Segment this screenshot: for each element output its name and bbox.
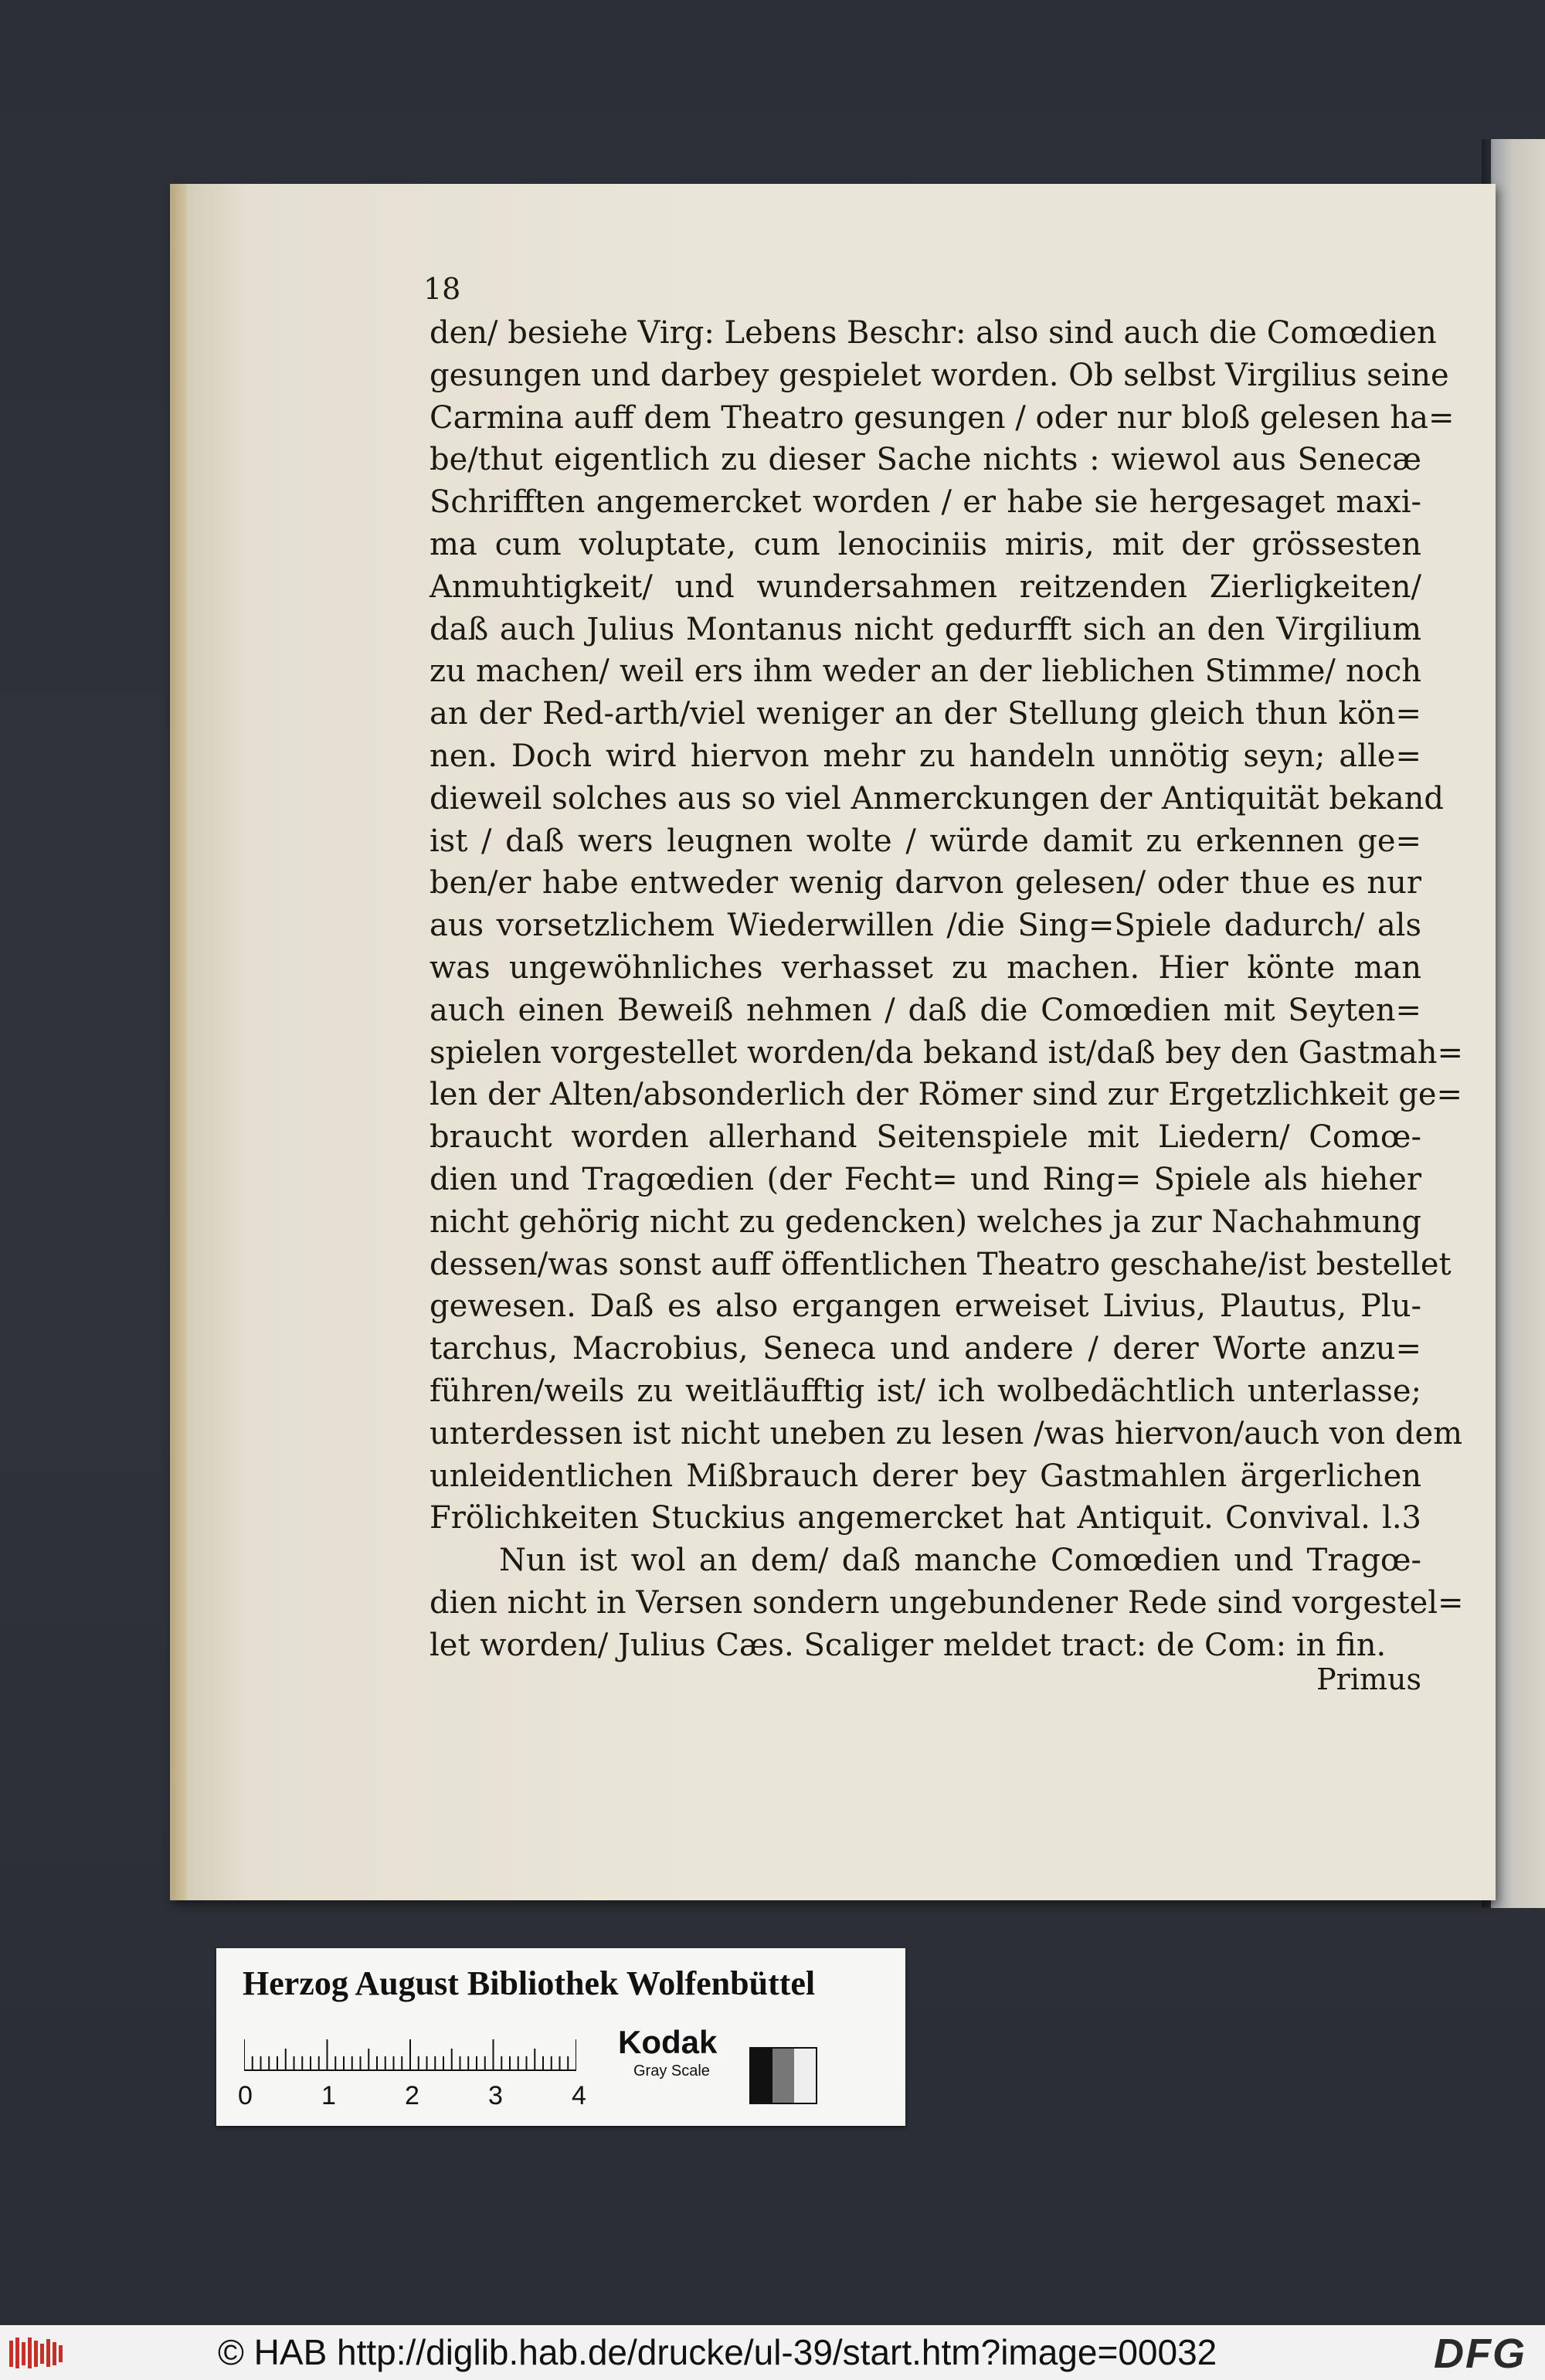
ruler-number: 4 [572, 2081, 586, 2110]
library-name: Herzog August Bibliothek Wolfenbüttel [243, 1964, 816, 2002]
color-scale-card [216, 1948, 905, 2126]
text-line: be/thut eigentlich zu dieser Sache nichts : wiewol aus Senecæ [430, 442, 1421, 478]
text-line: unterdessen ist nicht uneben zu lesen /was hiervon/auch von dem [430, 1415, 1463, 1451]
text-line: ben/er habe entweder wenig darvon gelesen/ oder thue es nur [430, 865, 1421, 901]
text-line: nicht gehörig nicht zu gedencken) welches ja zur Nachahmung [430, 1204, 1421, 1240]
ruler-number: 1 [321, 2081, 336, 2110]
text-line: dien und Tragœdien (der Fecht= und Ring= Spiele als hieher [430, 1161, 1421, 1197]
footer-bar [0, 2325, 1545, 2380]
text-line: Anmuhtigkeit/ und wundersahmen reitzenden Zierligkeiten/ [430, 569, 1421, 605]
text-line: len der Alten/absonderlich der Römer sind zur Ergetzlichkeit ge= [430, 1077, 1463, 1113]
page-number: 18 [423, 272, 461, 306]
gray-scale-label: Gray Scale [633, 2063, 710, 2080]
text-line: tarchus, Macrobius, Seneca und andere / derer Worte anzu= [430, 1331, 1421, 1367]
ruler-numbers [238, 2081, 593, 2112]
dfg-logo: DFG [1434, 2331, 1526, 2377]
text-line: braucht worden allerhand Seitenspiele mit Liedern/ Comœ- [430, 1119, 1421, 1156]
text-line: führen/weils zu weitläufftig ist/ ich wolbedächtlich unterlasse; [430, 1373, 1421, 1409]
text-line: Carmina auff dem Theatro gesungen / oder nur bloß gelesen ha= [430, 399, 1455, 436]
text-line: ma cum voluptate, cum lenociniis miris, mit der grössesten [430, 526, 1421, 562]
text-line: an der Red-arth/viel weniger an der Stellung gleich thun kön= [430, 696, 1421, 732]
text-line: unleidentlichen Mißbrauch derer bey Gastmahlen ärgerlichen [430, 1458, 1421, 1494]
ruler-number: 2 [405, 2081, 419, 2110]
ruler-scale [244, 2025, 576, 2072]
text-line: daß auch Julius Montanus nicht gedurfft sich an den Virgilium [430, 611, 1421, 647]
text-line: aus vorsetzlichem Wiederwillen /die Sing=Spiele dadurch/ als [430, 908, 1421, 944]
text-line: dieweil solches aus so viel Anmerckungen der Antiquität bekand [430, 780, 1445, 817]
text-line: Schrifften angemercket worden / er habe sie hergesaget maxi- [430, 484, 1421, 521]
text-line: ist / daß wers leugnen wolte / würde damit zu erkennen ge= [430, 823, 1421, 859]
text-line: let worden/ Julius Cæs. Scaliger meldet tract: de Com: in fin. [430, 1627, 1387, 1663]
footer-credit-link[interactable]: © HAB http://diglib.hab.de/drucke/ul-39/start.htm?image=00032 [218, 2332, 1217, 2372]
text-line: gesungen und darbey gespielet worden. Ob selbst Virgilius seine [430, 357, 1449, 393]
text-line: Nun ist wol an dem/ daß manche Comœdien und Tragœ- [499, 1543, 1421, 1579]
hab-logo-icon [8, 2334, 65, 2372]
text-line: gewesen. Daß es also ergangen erweiset Livius, Plautus, Plu- [430, 1288, 1421, 1325]
text-line: dessen/was sonst auff öffentlichen Theatro geschahe/ist bestellet [430, 1246, 1452, 1282]
text-line: spielen vorgestellet worden/da bekand ist/daß bey den Gastmah= [430, 1034, 1464, 1071]
gray-scale-patch [749, 2047, 817, 2104]
text-line: Frölichkeiten Stuckius angemercket hat Antiquit. Convival. l.3 [430, 1500, 1421, 1536]
text-line: was ungewöhnliches verhasset zu machen. Hier könte man [430, 949, 1421, 986]
facing-page-edge [1491, 139, 1545, 1908]
catchword: Primus [1316, 1662, 1421, 1696]
ruler-number: 0 [238, 2081, 253, 2110]
text-line: den/ besiehe Virg: Lebens Beschr: also sind auch die Comœdien [430, 315, 1437, 351]
ruler-number: 3 [488, 2081, 503, 2110]
page-text [430, 312, 1464, 1667]
kodak-logo: Kodak [618, 2024, 718, 2060]
text-line: dien nicht in Versen sondern ungebundener Rede sind vorgestel= [430, 1584, 1464, 1621]
page-binding-edge [170, 184, 187, 1900]
text-line: nen. Doch wird hiervon mehr zu handeln unnötig seyn; alle= [430, 738, 1421, 774]
text-line: zu machen/ weil ers ihm weder an der lieblichen Stimme/ noch [430, 654, 1421, 690]
text-line: auch einen Beweiß nehmen / daß die Comœdien mit Seyten= [430, 992, 1421, 1028]
